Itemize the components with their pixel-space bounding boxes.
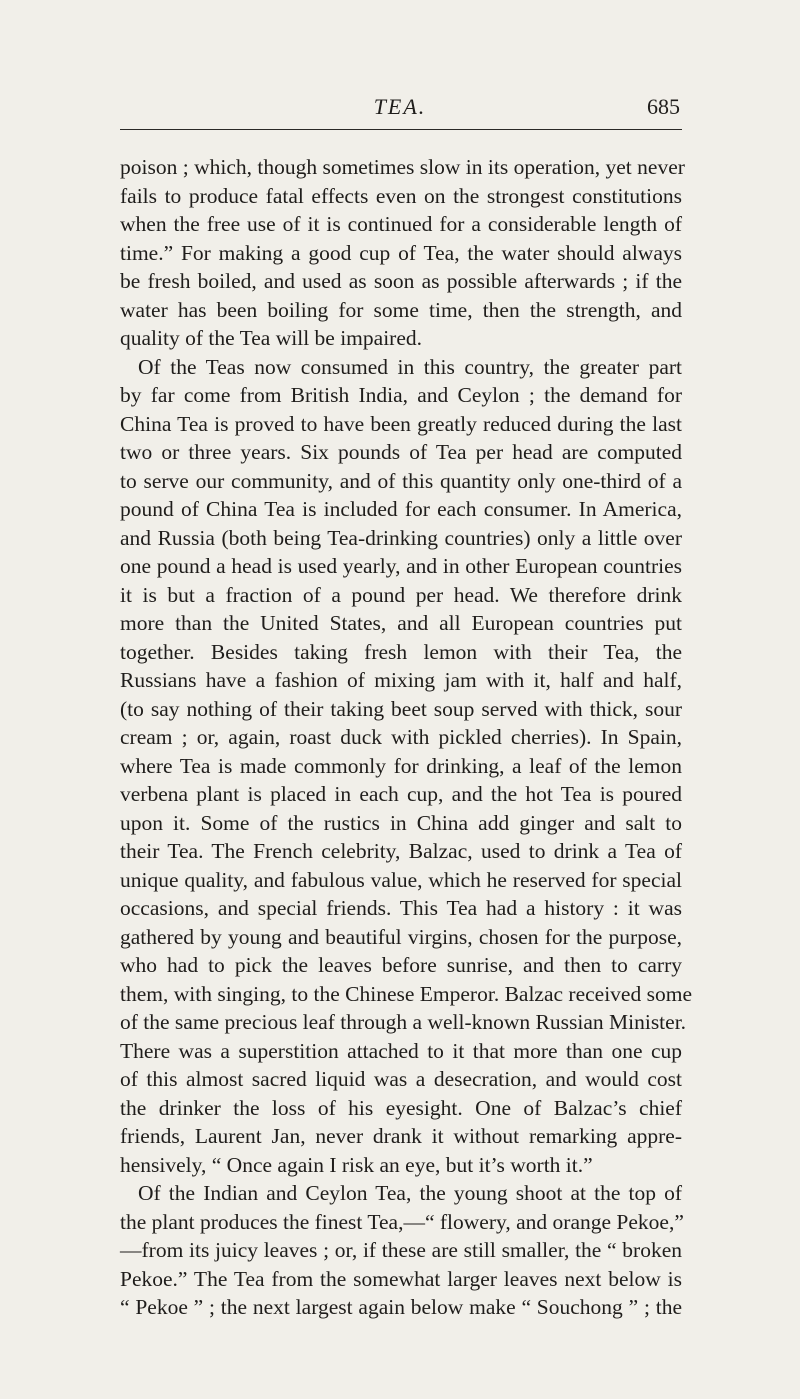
text-line: water has been boiling for some time, then the strength, and xyxy=(120,297,682,322)
text-line: (to say nothing of their taking beet soup served with thick, sour xyxy=(120,696,682,721)
text-line: of this almost sacred liquid was a desecration, and would cost xyxy=(120,1067,682,1091)
text-line: when the free use of it is continued for a considerable length of xyxy=(120,212,682,236)
text-line: two or three years. Six pounds of Tea per head are computed xyxy=(120,440,682,464)
text-line: Pekoe.” The Tea from the somewhat larger leaves next below is xyxy=(120,1266,682,1291)
text-line: upon it. Some of the rustics in China add ginger and salt to xyxy=(120,810,682,835)
text-line: together. Besides taking fresh lemon with their Tea, the xyxy=(120,639,682,664)
text-line: fails to produce fatal effects even on the strongest constitutions xyxy=(120,183,682,208)
text-line: them, with singing, to the Chinese Emperor. Balzac received some xyxy=(120,981,692,1006)
text-line: poison ; which, though sometimes slow in its operation, yet never xyxy=(120,155,685,179)
page-header xyxy=(120,94,680,128)
text-line: —from its juicy leaves ; or, if these are still smaller, the “ broken xyxy=(120,1238,682,1262)
text-line: more than the United States, and all European countries put xyxy=(120,611,682,635)
text-line: time.” For making a good cup of Tea, the water should always xyxy=(120,240,682,265)
text-line: to serve our community, and of this quantity only one-third of a xyxy=(120,468,682,493)
text-line: where Tea is made commonly for drinking, a leaf of the lemon xyxy=(120,753,682,778)
text-line: Of the Teas now consumed in this country, the greater part xyxy=(138,354,682,379)
text-line: pound of China Tea is included for each consumer. In America, xyxy=(120,497,682,521)
text-line: by far come from British India, and Ceylon ; the demand for xyxy=(120,383,682,407)
text-line: Of the Indian and Ceylon Tea, the young shoot at the top of xyxy=(138,1181,682,1205)
text-line: Russians have a fashion of mixing jam with it, half and half, xyxy=(120,668,682,692)
text-line: and Russia (both being Tea-drinking countries) only a little over xyxy=(120,525,682,550)
text-line: who had to pick the leaves before sunrise, and then to carry xyxy=(120,953,682,977)
running-title: TEA. xyxy=(373,94,427,119)
text-line: gathered by young and beautiful virgins, chosen for the purpose, xyxy=(120,924,682,949)
text-line: “ Pekoe ” ; the next largest again below make “ Souchong ” ; the xyxy=(120,1295,682,1319)
text-line: China Tea is proved to have been greatly reduced during the last xyxy=(120,411,682,436)
page-number: 685 xyxy=(647,94,680,119)
text-line: the plant produces the finest Tea,—“ flowery, and orange Pekoe,” xyxy=(120,1209,684,1234)
text-line: one pound a head is used yearly, and in other European countries xyxy=(120,554,682,578)
text-line: quality of the Tea will be impaired. xyxy=(120,326,422,350)
text-line: There was a superstition attached to it that more than one cup xyxy=(120,1038,682,1063)
text-line: occasions, and special friends. This Tea had a history : it was xyxy=(120,896,682,920)
body-text xyxy=(120,153,692,1322)
text-line: hensively, “ Once again I risk an eye, but it’s worth it.” xyxy=(120,1152,593,1177)
text-line: verbena plant is placed in each cup, and the hot Tea is poured xyxy=(120,782,682,806)
header-rule xyxy=(120,129,682,130)
text-line: the drinker the loss of his eyesight. One of Balzac’s chief xyxy=(120,1095,682,1120)
text-line: it is but a fraction of a pound per head. We therefore drink xyxy=(120,582,682,607)
text-line: their Tea. The French celebrity, Balzac, used to drink a Tea of xyxy=(120,839,682,863)
text-line: cream ; or, again, roast duck with pickled cherries). In Spain, xyxy=(120,725,682,749)
text-line: friends, Laurent Jan, never drank it without remarking appre- xyxy=(120,1124,682,1148)
text-line: of the same precious leaf through a well-known Russian Minister. xyxy=(120,1010,687,1034)
text-line: be fresh boiled, and used as soon as possible afterwards ; if the xyxy=(120,269,682,293)
text-line: unique quality, and fabulous value, which he reserved for special xyxy=(120,867,682,892)
